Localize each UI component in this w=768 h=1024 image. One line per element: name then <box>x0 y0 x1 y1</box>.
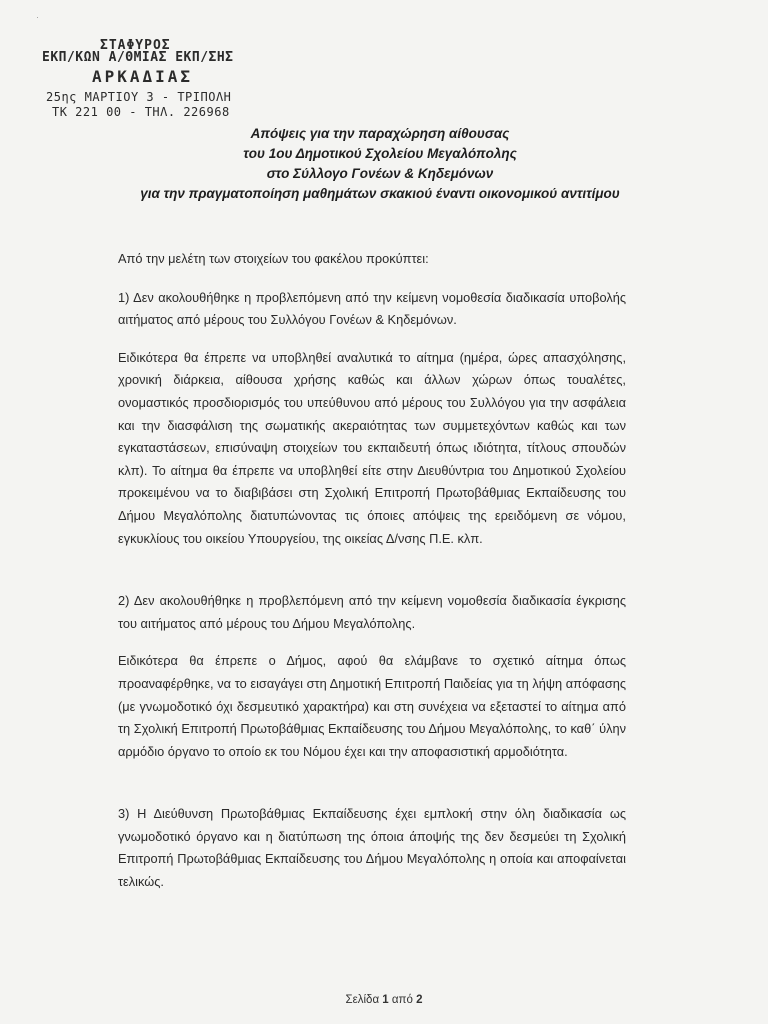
title-line-2: του 1ου Δημοτικού Σχολείου Μεγαλόπολης <box>243 146 517 161</box>
document-body <box>118 248 626 894</box>
footer-total-pages: 2 <box>416 994 423 1006</box>
scan-speck: · <box>36 12 39 22</box>
title-line-1: Απόψεις για την παραχώρηση αίθουσας <box>250 126 510 141</box>
title-line-3: στο Σύλλογο Γονέων & Κηδεμόνων <box>266 166 494 181</box>
intro-paragraph: Από την μελέτη των στοιχείων του φακέλου προκύπτει: <box>118 251 429 266</box>
page-footer <box>0 994 768 1006</box>
point-3-paragraph: 3) Η Διεύθυνση Πρωτοβάθμιας Εκπαίδευσης έχει εμπλοκή στην όλη διαδικασία ως γνωμοδοτικό όργανο και η διατύπωση της όποια άποψής της δεν δεσμεύει τη Σχολική Επιτροπή Πρωτοβάθμιας Εκπαίδευσης του Δήμου Μεγαλόπολης η οποία και αποφαίνεται τελικώς. <box>118 806 626 890</box>
point-1-detail-paragraph: Ειδικότερα θα έπρεπε να υποβληθεί αναλυτικά το αίτημα (ημέρα, ώρες απασχόλησης, χρονική διάρκεια, αίθουσα χρήσης καθώς και άλλων χώρων όπως τουαλέτες, ονομαστικός προσδιορισμός του υπεύθυνου από μέρους του Συλλόγου για την ασφάλεια και την διασφάλιση της σωματικής ακεραιότητας των συμμετεχόντων καθώς και των εγκαταστάσεων, επισύναψη στοιχείων του εκπαιδευτή όπως ιδιότητα, τίτλους σπουδών κλπ). Το αίτημα θα έπρεπε να υποβληθεί είτε στην Διευθύντρια του Δημοτικού Σχολείου προκειμένου να το διαβιβάσει στη Σχολική Επιτροπή Πρωτοβάθμιας Εκπαίδευσης του Δήμου Μεγαλόπολης διατυπώνοντας τις όποιες απόψεις της ερειδόμενη σε νόμου, εγκυκλίους του οικείου Υπουργείου, της οικείας Δ/νσης Π.Ε. κλπ. <box>118 349 626 546</box>
document-title <box>110 124 650 204</box>
footer-middle: από <box>388 994 417 1006</box>
stamp-line-1: ΕΚΠ/ΚΩΝ Α/ΘΜΙΑΣ ΕΚΠ/ΣΗΣ <box>42 50 234 65</box>
stamp-line-2: ΑΡΚΑΔΙΑΣ <box>92 67 194 86</box>
point-2-paragraph: 2) Δεν ακολουθήθηκε η προβλεπόμενη από την κείμενη νομοθεσία διαδικασία έγκρισης του αιτήματος από μέρους του Δήμου Μεγαλόπολης. <box>118 593 626 631</box>
footer-prefix: Σελίδα <box>345 994 383 1006</box>
stamp-line-0: ΣΤΑΦΥΡΟΣ <box>100 38 171 50</box>
stamp-address: 25ης ΜΑΡΤΙΟΥ 3 - ΤΡΙΠΟΛΗ <box>46 90 232 104</box>
point-1-paragraph: 1) Δεν ακολουθήθηκε η προβλεπόμενη από την κείμενη νομοθεσία διαδικασία υποβολής αιτήματος από μέρους του Συλλόγου Γονέων & Κηδεμόνων. <box>118 289 626 328</box>
footer-current-page: 1 <box>382 994 389 1006</box>
point-2-detail-paragraph: Ειδικότερα θα έπρεπε ο Δήμος, αφού θα ελάμβανε το σχετικό αίτημα όπως προαναφέρθηκε, να το εισαγάγει στη Δημοτική Επιτροπή Παιδείας για τη λήψη απόφασης (με γνωμοδοτικό όχι δεσμευτικό χαρακτήρα) και στη συνέχεια να εξεταστεί το αίτημα από τη Σχολική Επιτροπή Πρωτοβάθμιας Εκπαίδευσης του Δήμου Μεγαλόπολης, το καθ΄ ύλην αρμόδιο όργανο το οποίο εκ του Νόμου έχει και την αποφασιστική αρμοδιότητα. <box>118 653 626 759</box>
stamp-phone: ΤΚ 221 00 - ΤΗΛ. 226968 <box>52 105 230 119</box>
title-line-4: για την πραγματοποίηση μαθημάτων σκακιού έναντι οικονομικού αντιτίμου <box>140 186 620 201</box>
office-stamp <box>40 38 255 119</box>
